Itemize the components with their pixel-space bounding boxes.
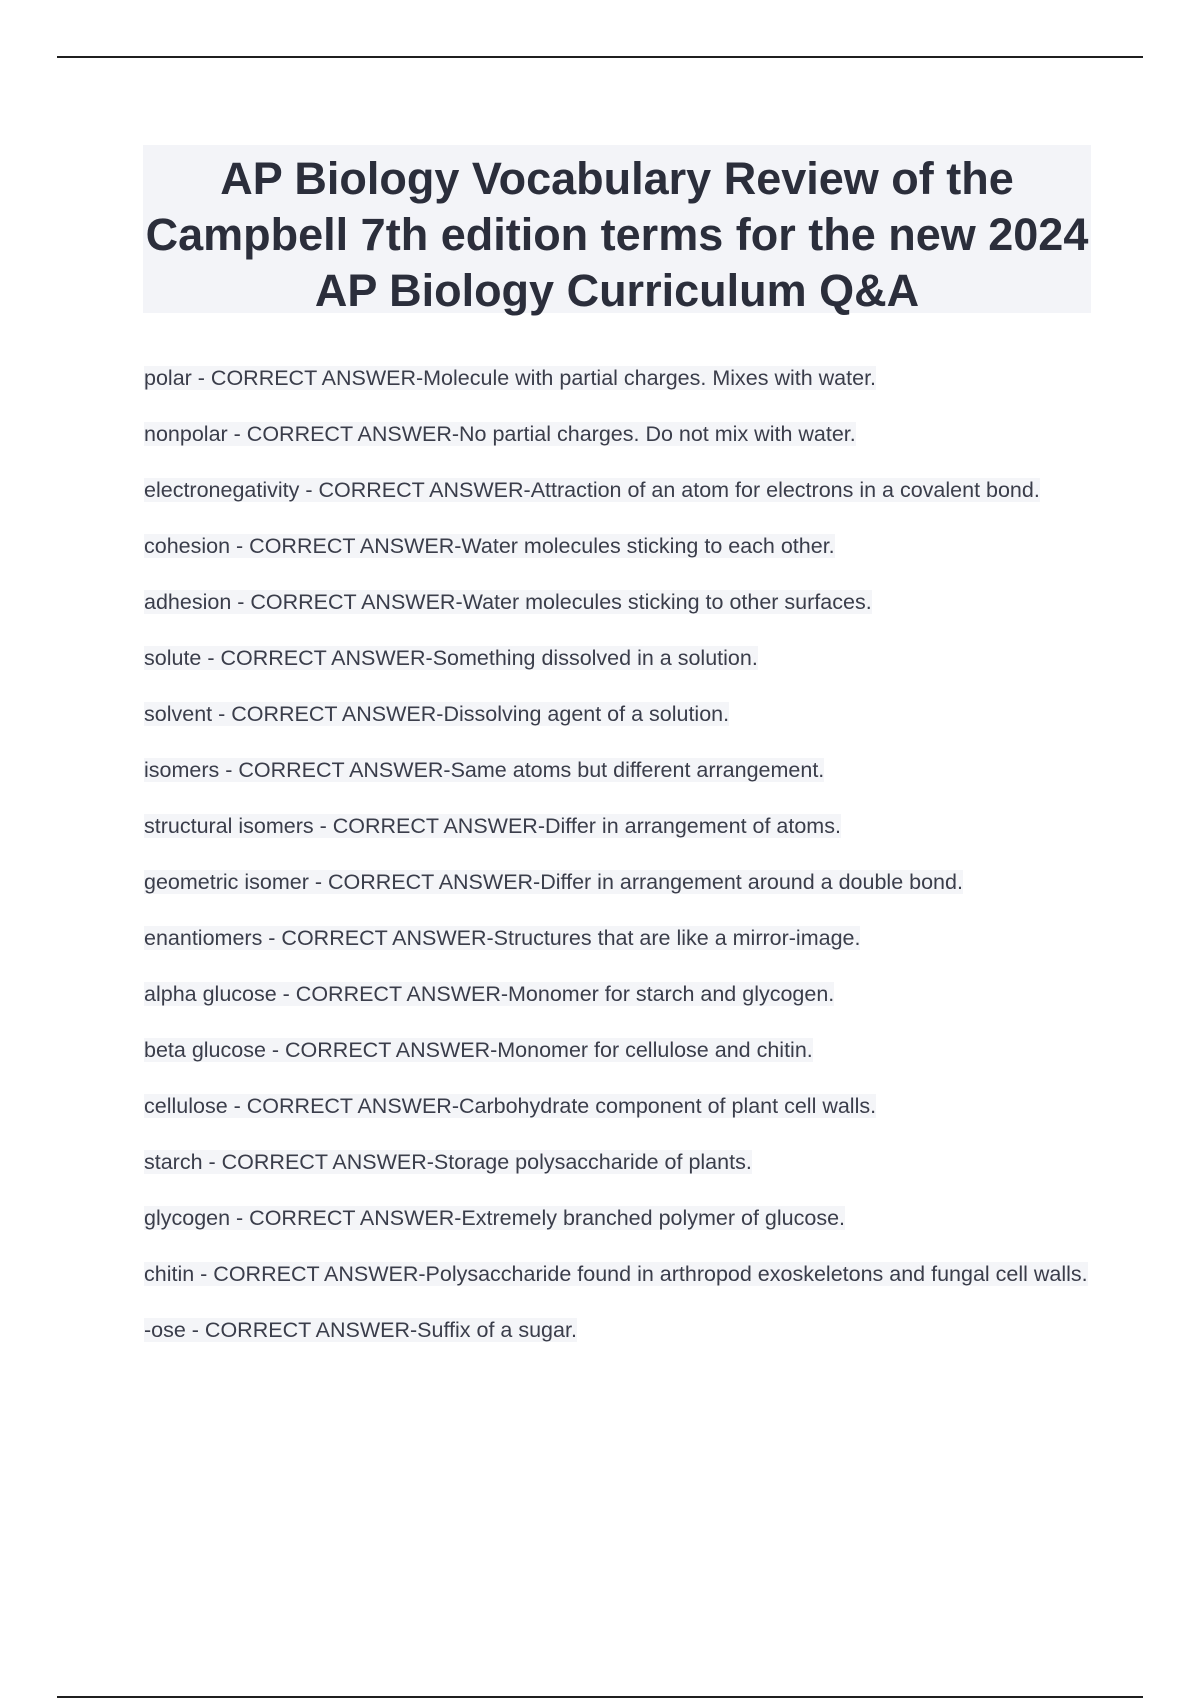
qa-item [144,421,1094,447]
qa-item [144,981,1094,1007]
qa-item [144,533,1094,559]
qa-item-text: geometric isomer - CORRECT ANSWER-Differ in arrangement around a double bond. [144,870,963,894]
qa-item-text: cohesion - CORRECT ANSWER-Water molecules sticking to each other. [144,534,835,558]
qa-item-text: enantiomers - CORRECT ANSWER-Structures that are like a mirror-image. [144,926,861,950]
bottom-rule [57,1696,1143,1698]
qa-item-text: solute - CORRECT ANSWER-Something dissolved in a solution. [144,646,758,670]
qa-item [144,1149,1094,1175]
qa-list [144,365,1094,1373]
qa-item-text: cellulose - CORRECT ANSWER-Carbohydrate component of plant cell walls. [144,1094,877,1118]
qa-item-text: solvent - CORRECT ANSWER-Dissolving agent of a solution. [144,702,730,726]
title-block [143,145,1091,316]
qa-item [144,813,1094,839]
qa-item [144,1317,1094,1343]
qa-item [144,1037,1094,1063]
qa-item-text: polar - CORRECT ANSWER-Molecule with partial charges. Mixes with water. [144,366,877,390]
qa-item [144,1261,1094,1287]
qa-item-text: structural isomers - CORRECT ANSWER-Differ in arrangement of atoms. [144,814,841,838]
qa-item-text: -ose - CORRECT ANSWER-Suffix of a sugar. [144,1318,577,1342]
qa-item [144,701,1094,727]
document-title: AP Biology Vocabulary Review of the Campbell 7th edition terms for the new 2024 AP Biology Curriculum Q&A [145,153,1089,316]
qa-item [144,869,1094,895]
qa-item-text: chitin - CORRECT ANSWER-Polysaccharide found in arthropod exoskeletons and fungal cell walls. [144,1262,1088,1286]
qa-item-text: alpha glucose - CORRECT ANSWER-Monomer for starch and glycogen. [144,982,835,1006]
qa-item-text: starch - CORRECT ANSWER-Storage polysaccharide of plants. [144,1150,752,1174]
qa-item-text: beta glucose - CORRECT ANSWER-Monomer for cellulose and chitin. [144,1038,813,1062]
qa-item-text: isomers - CORRECT ANSWER-Same atoms but different arrangement. [144,758,825,782]
qa-item-text: electronegativity - CORRECT ANSWER-Attraction of an atom for electrons in a covalent bond. [144,478,1040,502]
qa-item [144,589,1094,615]
qa-item [144,1093,1094,1119]
qa-item-text: adhesion - CORRECT ANSWER-Water molecules sticking to other surfaces. [144,590,872,614]
qa-item-text: nonpolar - CORRECT ANSWER-No partial charges. Do not mix with water. [144,422,856,446]
top-rule [57,56,1143,58]
qa-item [144,757,1094,783]
qa-item [144,645,1094,671]
qa-item [144,365,1094,391]
qa-item [144,477,1094,503]
qa-item [144,1205,1094,1231]
qa-item [144,925,1094,951]
qa-item-text: glycogen - CORRECT ANSWER-Extremely branched polymer of glucose. [144,1206,845,1230]
